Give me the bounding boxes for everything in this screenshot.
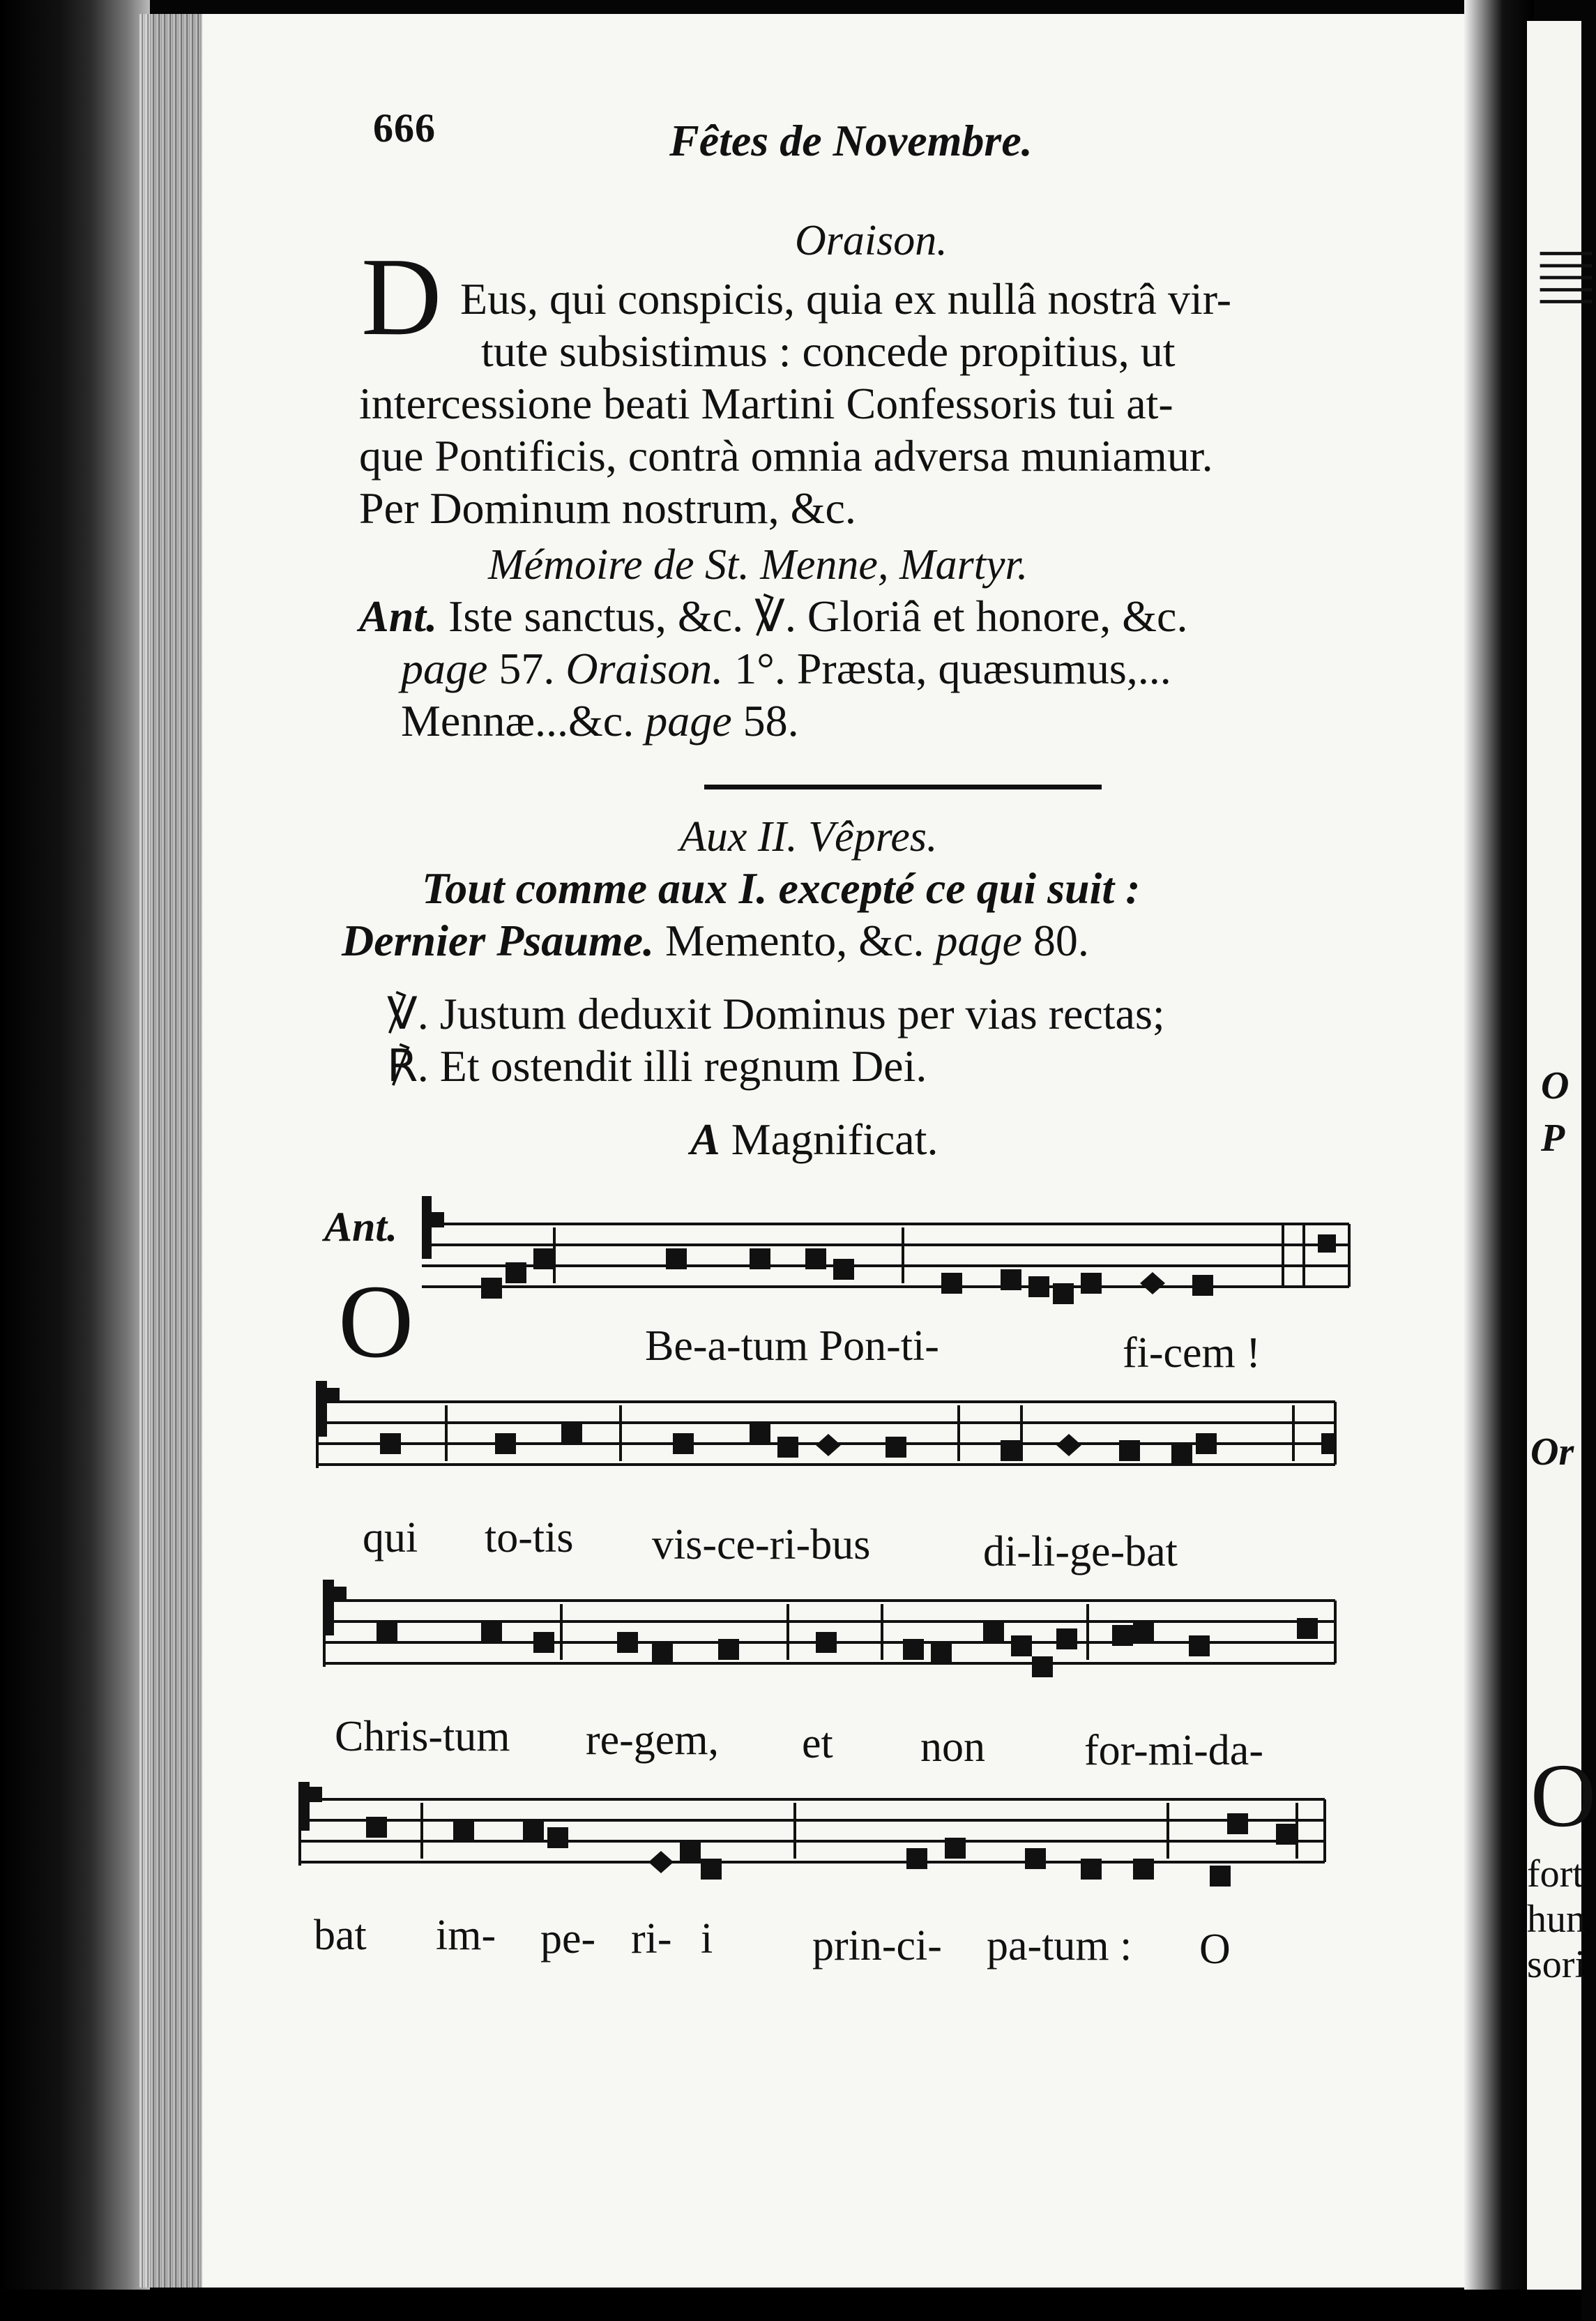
next-page-text: hun	[1527, 1898, 1586, 1941]
dernier-psaume-line	[342, 917, 1089, 965]
page-word: page	[645, 696, 732, 746]
chant-lyric: et	[802, 1720, 833, 1767]
memoire-line3	[401, 697, 799, 745]
chant-lyric: di-li-ge-bat	[983, 1528, 1178, 1575]
page-word: page	[401, 644, 488, 693]
chant-staff	[324, 1573, 1342, 1712]
chant-lyric: vis-ce-ri-bus	[652, 1521, 871, 1568]
chant-lyric: qui	[363, 1514, 418, 1562]
chant-lyric: bat	[314, 1912, 367, 1959]
next-page-text: fort	[1527, 1852, 1583, 1896]
chant-lyric: i	[701, 1915, 713, 1963]
next-page-text: sori	[1527, 1943, 1586, 1986]
chant-lyric: prin-ci-	[812, 1922, 942, 1970]
chant-ant-label: Ant.	[324, 1204, 398, 1250]
oraison-line: que Pontificis, contrà omnia adversa muniamur.	[359, 431, 1213, 481]
chant-lyric: fi-cem !	[1123, 1329, 1261, 1377]
page-word: page	[935, 916, 1022, 965]
chant-staff	[422, 1186, 1356, 1325]
page-ref: 80.	[1033, 916, 1089, 965]
page-ref: 57.	[499, 644, 555, 693]
chant-lyric: re-gem,	[586, 1716, 720, 1764]
oraison-line: tute subsistimus : concede propitius, ut	[481, 326, 1176, 376]
page-number: 666	[373, 105, 436, 151]
page-ref: 58.	[743, 696, 799, 746]
chant-initial: O	[338, 1264, 414, 1379]
chant-lyric: to-tis	[485, 1514, 574, 1562]
ant-label: Ant.	[359, 591, 438, 641]
oraison-line: Per Dominum nostrum, &c.	[359, 483, 856, 533]
next-page-text: O	[1541, 1064, 1570, 1107]
chant-lyric: for-mi-da-	[1084, 1727, 1263, 1774]
memoire-text: 1°. Præsta, quæsumus,...	[734, 644, 1171, 693]
chant-staff	[300, 1771, 1332, 1911]
next-page-text: P	[1541, 1117, 1565, 1160]
magnificat-a: A	[690, 1114, 720, 1164]
section-divider	[704, 785, 1102, 789]
memoire-line1	[359, 593, 1187, 640]
magnificat-heading	[690, 1116, 938, 1163]
oraison-heading: Oraison.	[795, 217, 948, 264]
dernier-label: Dernier Psaume.	[342, 916, 654, 965]
chant-lyric: non	[920, 1723, 985, 1771]
chant-lyric: pa-tum :	[987, 1922, 1132, 1970]
chant-lyric: Chris-tum	[335, 1713, 510, 1760]
chant-lyric: ri-	[631, 1915, 672, 1963]
versicle: ℣. Justum deduxit Dominus per vias rectas;	[387, 989, 1165, 1038]
next-page-staff-mark: 𝄚	[1541, 245, 1591, 315]
running-title: Fêtes de Novembre.	[669, 116, 1033, 165]
chant-lyric: im-	[436, 1912, 496, 1959]
chant-lyric: O	[1199, 1926, 1231, 1973]
dernier-text: Memento, &c.	[665, 916, 925, 965]
next-page-text: O	[1530, 1746, 1596, 1846]
vepres-heading: Aux II. Vêpres.	[680, 813, 938, 861]
memoire-text: Iste sanctus, &c. ℣. Gloriâ et honore, &c.	[448, 591, 1188, 641]
next-page-fragment	[1527, 21, 1596, 2294]
scan-bottom-edge	[0, 2290, 1581, 2321]
oraison-line: Eus, qui conspicis, quia ex nullâ nostrâ vir-	[460, 274, 1232, 324]
memoire-line2	[401, 645, 1171, 693]
oraison-ref: Oraison.	[565, 644, 724, 693]
next-page-text: Or	[1530, 1430, 1574, 1474]
chant-lyric: Be-a-tum Pon-ti-	[645, 1322, 939, 1370]
oraison-line: intercessione beati Martini Confessoris tui at-	[359, 379, 1173, 428]
drop-cap: D	[361, 234, 442, 358]
chant-staff	[317, 1367, 1342, 1506]
magnificat-label: Magnificat.	[731, 1114, 938, 1164]
book-gutter	[1464, 0, 1534, 2321]
book-left-edge	[0, 0, 150, 2321]
memoire-text: Mennæ...&c.	[401, 696, 634, 746]
vepres-instruction: Tout comme aux I. excepté ce qui suit :	[422, 863, 1141, 913]
chant-lyric: pe-	[540, 1915, 596, 1963]
response: ℟. Et ostendit illi regnum Dei.	[387, 1041, 927, 1091]
memoire-heading: Mémoire de St. Menne, Martyr.	[488, 541, 1028, 589]
